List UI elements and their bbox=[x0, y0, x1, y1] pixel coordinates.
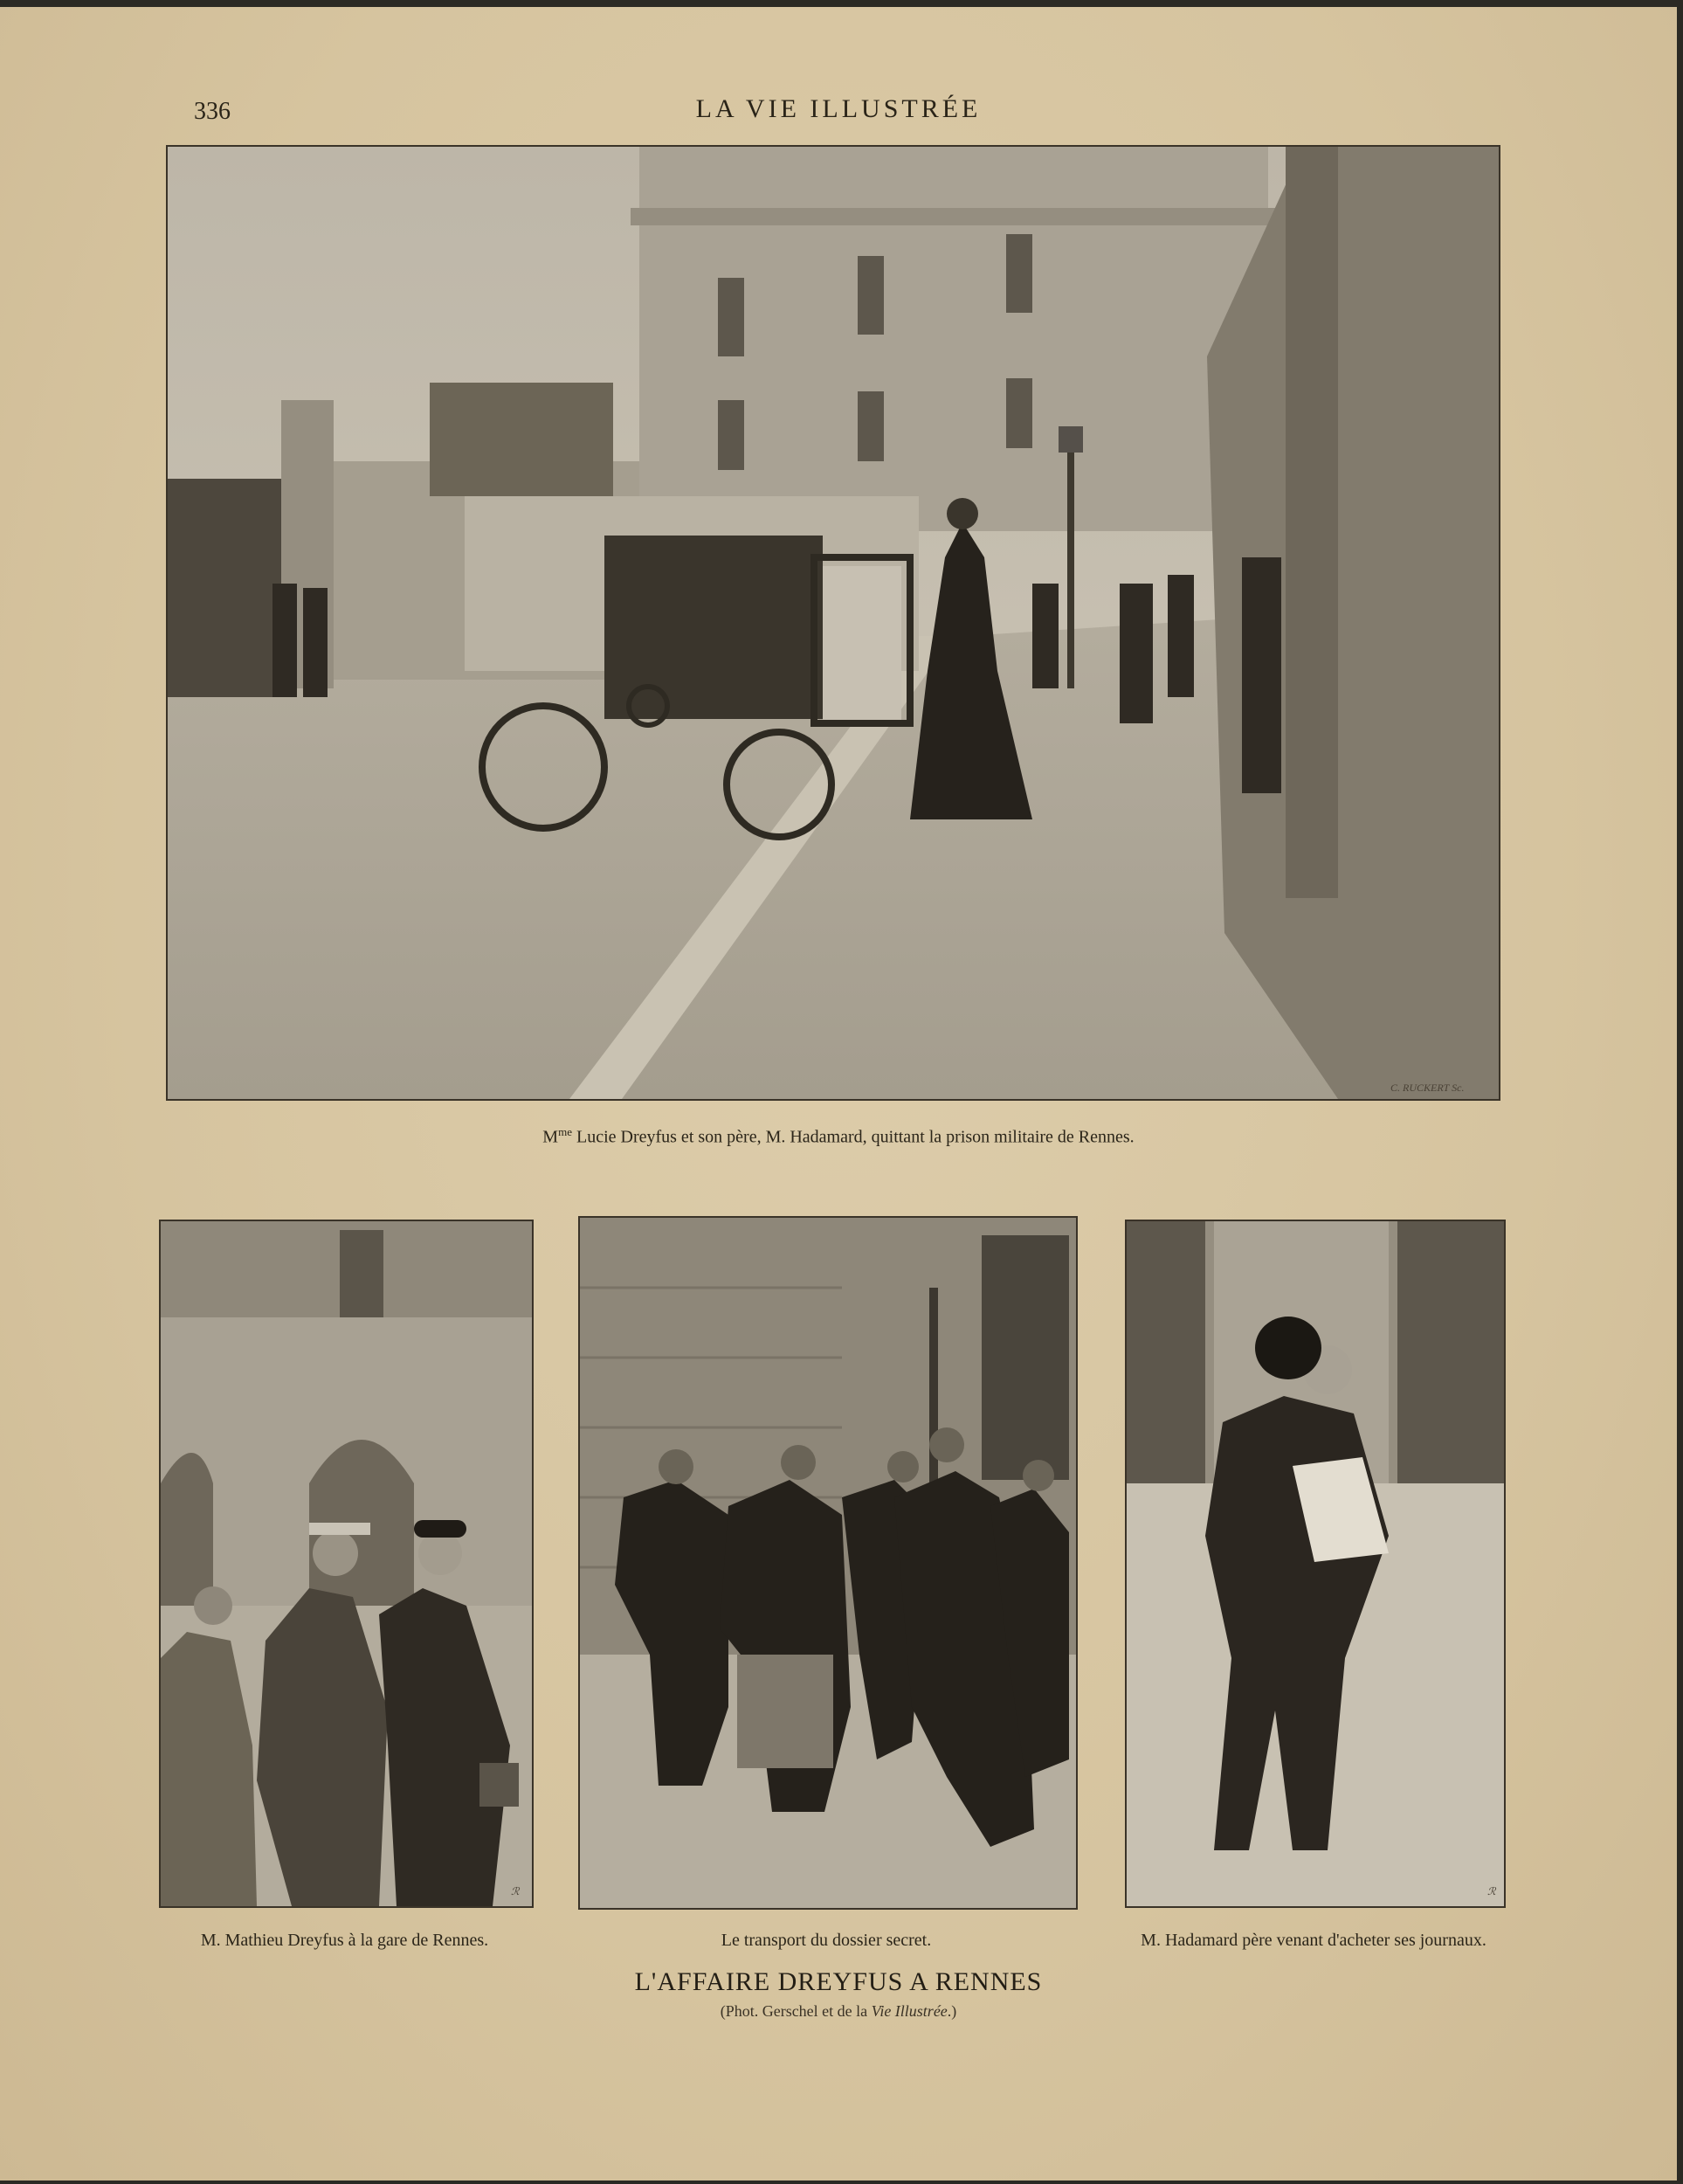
engraver-signature: C. RUCKERT Sc. bbox=[1390, 1082, 1465, 1094]
carriage-scene-illustration bbox=[168, 147, 1499, 1099]
photo-dossier-transport bbox=[578, 1216, 1078, 1910]
caption-dossier-transport: Le transport du dossier secret. bbox=[721, 1931, 932, 1950]
publication-title: LA VIE ILLUSTRÉE bbox=[695, 94, 982, 123]
station-scene-illustration bbox=[161, 1221, 532, 1906]
photo-hadamard-newspapers bbox=[1125, 1220, 1506, 1908]
caption-mathieu-dreyfus: M. Mathieu Dreyfus à la gare de Rennes. bbox=[200, 1931, 489, 1950]
photo-monogram-left: ℛ bbox=[511, 1885, 520, 1897]
page-number: 336 bbox=[194, 98, 231, 125]
top-photo-caption: $M^{me}$ Lucie Dreyfus et son père, M. Hadamard, quittant la prison militaire de Rennes. bbox=[542, 1125, 1135, 1147]
caption-hadamard-newspapers: M. Hadamard père venant d'acheter ses journaux. bbox=[1141, 1931, 1486, 1950]
page-edge bbox=[1677, 0, 1683, 2184]
soldiers-scene-illustration bbox=[580, 1218, 1076, 1908]
magazine-page bbox=[0, 7, 1677, 2181]
top-photo-carriage-scene bbox=[166, 145, 1500, 1101]
photo-credit: (Phot. Gerschel et de la Vie Illustrée.) bbox=[720, 2002, 957, 2020]
photo-mathieu-dreyfus bbox=[159, 1220, 534, 1908]
article-title: L'AFFAIRE DREYFUS A RENNES bbox=[634, 1967, 1043, 1996]
photo-monogram-right: ℛ bbox=[1487, 1885, 1496, 1897]
hadamard-scene-illustration bbox=[1127, 1221, 1504, 1906]
